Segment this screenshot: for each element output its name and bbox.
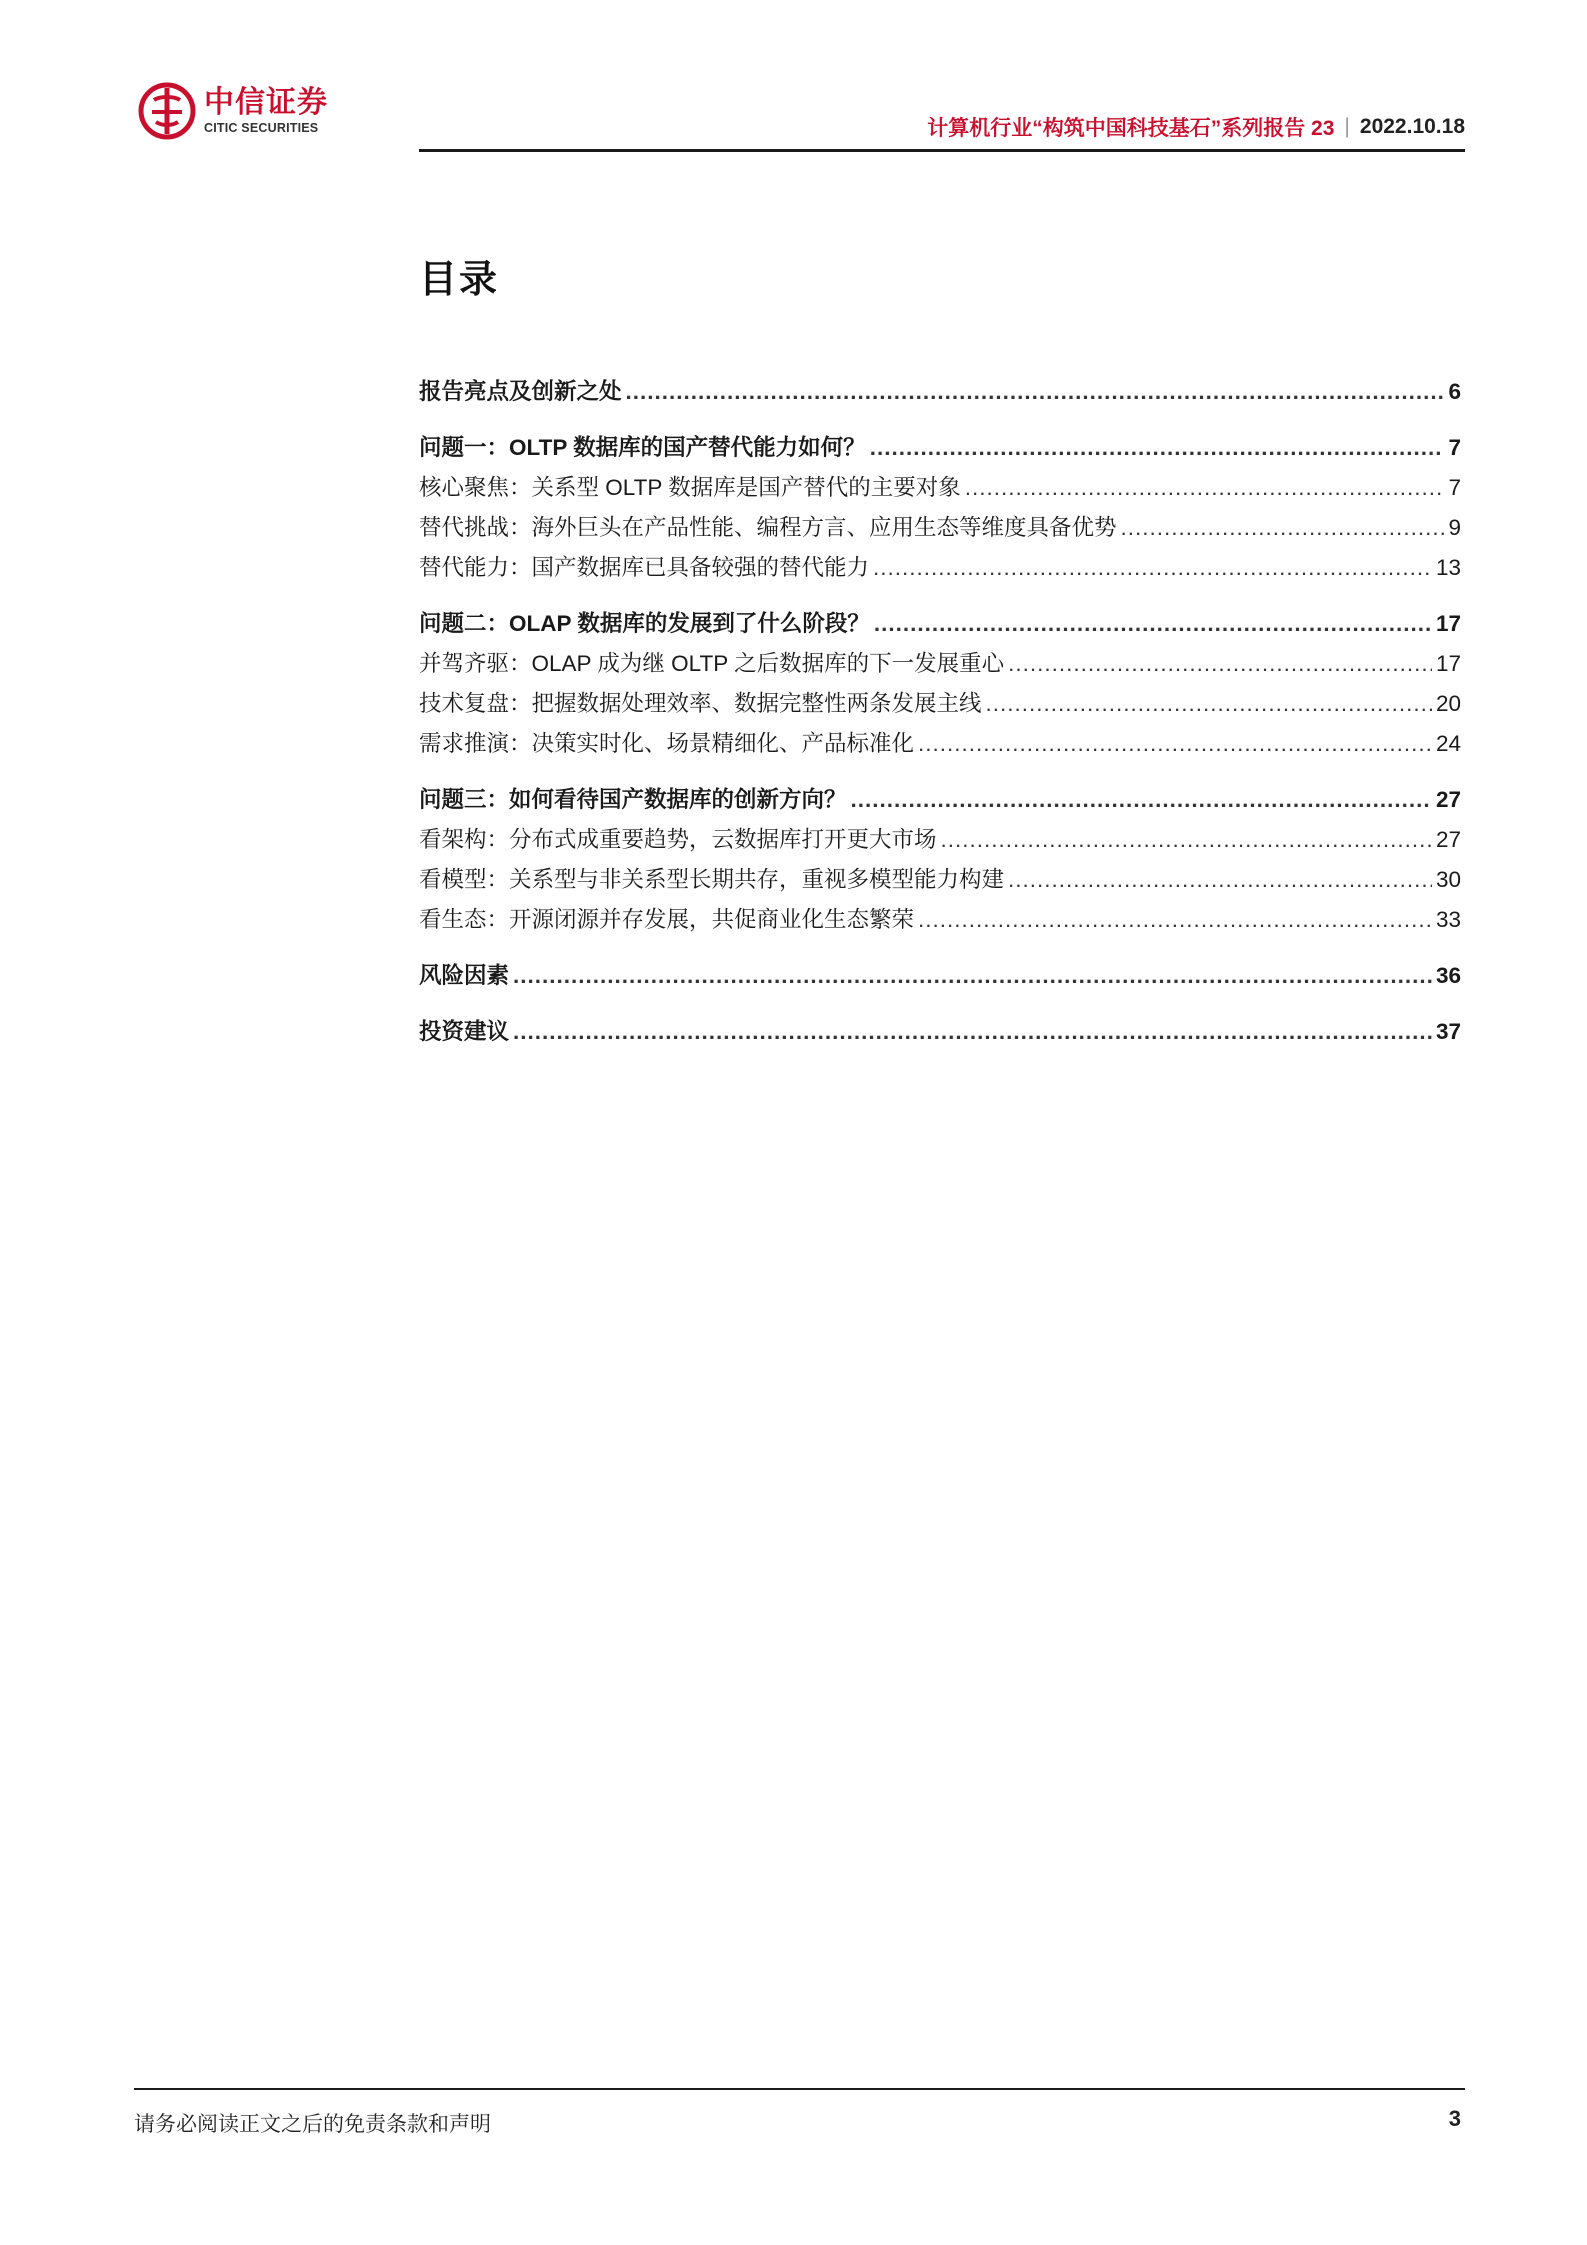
- toc-entry-side-by-side[interactable]: [419, 644, 1461, 684]
- toc-leader-dots: [1008, 860, 1432, 900]
- brand-name-cn: 中信证券: [204, 85, 328, 120]
- toc-entry-label: 看架构：分布式成重要趋势，云数据库打开更大市场: [419, 827, 937, 852]
- toc-entry-label: 替代挑战：海外巨头在产品性能、编程方言、应用生态等维度具备优势: [419, 515, 1117, 540]
- header-divider: [419, 149, 1465, 152]
- header-separator: |: [1344, 115, 1350, 138]
- toc-leader-dots: [513, 1012, 1432, 1052]
- toc-entry-page: 20: [1435, 691, 1461, 716]
- toc-entry-label: 技术复盘：把握数据处理效率、数据完整性两条发展主线: [419, 691, 982, 716]
- toc-entry-substitution-challenge[interactable]: [419, 508, 1461, 548]
- toc-entry-label: 并驾齐驱：OLAP 成为继 OLTP 之后数据库的下一发展重心: [419, 651, 1005, 676]
- toc-entry-label: 问题一：OLTP 数据库的国产替代能力如何？: [419, 435, 866, 460]
- toc-entry-page: 27: [1435, 787, 1461, 812]
- toc-entry-label: 问题二：OLAP 数据库的发展到了什么阶段？: [419, 611, 870, 636]
- toc-entry-question-1[interactable]: [419, 428, 1461, 468]
- report-date: 2022.10.18: [1359, 115, 1465, 138]
- footer-divider: [134, 2088, 1465, 2090]
- toc-leader-dots: [965, 468, 1445, 508]
- toc-entry-tech-review[interactable]: [419, 684, 1461, 724]
- toc-leader-dots: [918, 724, 1432, 764]
- toc-leader-dots: [870, 428, 1445, 468]
- toc-entry-page: 37: [1435, 1019, 1461, 1044]
- toc-entry-page: 33: [1435, 907, 1461, 932]
- toc-entry-question-2[interactable]: [419, 604, 1461, 644]
- toc-entry-page: 30: [1435, 867, 1461, 892]
- toc-leader-dots: [626, 372, 1445, 412]
- toc-entry-substitution-capability[interactable]: [419, 548, 1461, 588]
- table-of-contents: [419, 372, 1461, 1052]
- toc-leader-dots: [986, 684, 1432, 724]
- toc-entry-label: 报告亮点及创新之处: [419, 379, 622, 404]
- toc-leader-dots: [873, 548, 1432, 588]
- brand-logo: [138, 82, 328, 140]
- toc-entry-label: 核心聚焦：关系型 OLTP 数据库是国产替代的主要对象: [419, 475, 961, 500]
- brand-name-en: CITIC SECURITIES: [204, 121, 319, 135]
- toc-leader-dots: [941, 820, 1432, 860]
- citic-logo-icon: [138, 82, 196, 140]
- toc-entry-page: 36: [1435, 963, 1461, 988]
- toc-entry-label: 投资建议: [419, 1019, 510, 1044]
- toc-entry-page: 27: [1435, 827, 1461, 852]
- toc-entry-ecosystem[interactable]: [419, 900, 1461, 940]
- toc-entry-label: 替代能力：国产数据库已具备较强的替代能力: [419, 555, 870, 580]
- toc-entry-label: 问题三：如何看待国产数据库的创新方向？: [419, 787, 847, 812]
- toc-leader-dots: [513, 956, 1432, 996]
- report-header-info: [927, 112, 1465, 142]
- toc-entry-page: 13: [1435, 555, 1461, 580]
- toc-entry-label: 看模型：关系型与非关系型长期共存，重视多模型能力构建: [419, 867, 1005, 892]
- toc-entry-core-focus[interactable]: [419, 468, 1461, 508]
- page-title: 目录: [419, 259, 500, 301]
- toc-entry-page: 7: [1448, 475, 1461, 500]
- toc-leader-dots: [874, 604, 1432, 644]
- toc-entry-risk-factors[interactable]: [419, 956, 1461, 996]
- toc-entry-page: 17: [1435, 651, 1461, 676]
- toc-entry-label: 看生态：开源闭源并存发展，共促商业化生态繁荣: [419, 907, 915, 932]
- toc-entry-page: 24: [1435, 731, 1461, 756]
- toc-leader-dots: [918, 900, 1432, 940]
- toc-entry-investment-advice[interactable]: [419, 1012, 1461, 1052]
- toc-entry-page: 6: [1448, 379, 1461, 404]
- toc-entry-label: 需求推演：决策实时化、场景精细化、产品标准化: [419, 731, 915, 756]
- toc-entry-highlights[interactable]: [419, 372, 1461, 412]
- toc-entry-models[interactable]: [419, 860, 1461, 900]
- report-series: 计算机行业“构筑中国科技基石”系列报告 23: [927, 117, 1335, 140]
- toc-entry-demand-projection[interactable]: [419, 724, 1461, 764]
- toc-entry-page: 9: [1448, 515, 1461, 540]
- toc-entry-architecture[interactable]: [419, 820, 1461, 860]
- page-number: 3: [1448, 2106, 1461, 2131]
- toc-leader-dots: [1008, 644, 1432, 684]
- footer-disclaimer: 请务必阅读正文之后的免责条款和声明: [134, 2113, 491, 2136]
- toc-entry-question-3[interactable]: [419, 780, 1461, 820]
- toc-entry-page: 7: [1448, 435, 1461, 460]
- toc-entry-page: 17: [1435, 611, 1461, 636]
- toc-entry-label: 风险因素: [419, 963, 510, 988]
- toc-leader-dots: [1121, 508, 1445, 548]
- toc-leader-dots: [851, 780, 1432, 820]
